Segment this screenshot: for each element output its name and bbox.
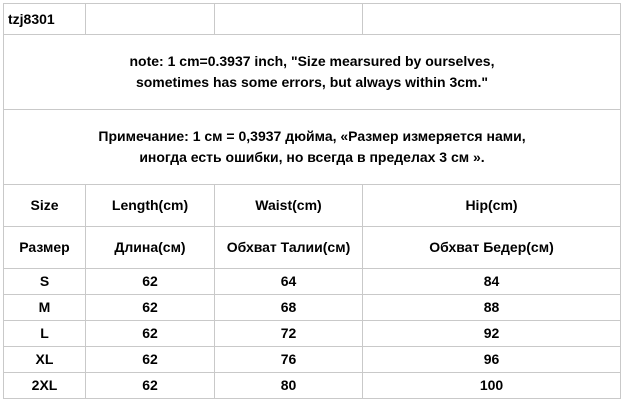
cell-size: M: [4, 295, 86, 321]
column-header-size-ru: Размер: [4, 227, 86, 269]
cell-waist: 68: [215, 295, 363, 321]
russian-note: [4, 110, 621, 185]
column-header-length-ru: Длина(см): [86, 227, 215, 269]
cell-size: L: [4, 321, 86, 347]
column-header-waist: Waist(cm): [215, 185, 363, 227]
english-note-line: sometimes has some errors, but always within 3cm.": [135, 74, 489, 90]
cell-waist: 80: [215, 373, 363, 399]
header-row-english: [4, 185, 621, 227]
cell-waist: 64: [215, 269, 363, 295]
english-note: [4, 35, 621, 110]
column-header-size: Size: [4, 185, 86, 227]
cell-hip: 100: [363, 373, 621, 399]
table-row: [4, 269, 621, 295]
cell-size: XL: [4, 347, 86, 373]
size-chart-table: [3, 3, 621, 399]
column-header-waist-ru: Обхват Талии(см): [215, 227, 363, 269]
sku-label: tzj8301: [4, 4, 86, 35]
empty-cell: [215, 4, 363, 35]
russian-note-line: иногда есть ошибки, но всегда в пределах 3 см ».: [139, 149, 485, 165]
header-row-russian: [4, 227, 621, 269]
column-header-length: Length(cm): [86, 185, 215, 227]
english-note-row: [4, 35, 621, 110]
column-header-hip: Hip(cm): [363, 185, 621, 227]
cell-size: S: [4, 269, 86, 295]
empty-cell: [86, 4, 215, 35]
cell-hip: 92: [363, 321, 621, 347]
table-row: [4, 295, 621, 321]
column-header-hip-ru: Обхват Бедер(см): [363, 227, 621, 269]
cell-hip: 96: [363, 347, 621, 373]
cell-length: 62: [86, 373, 215, 399]
cell-hip: 84: [363, 269, 621, 295]
english-note-line: note: 1 cm=0.3937 inch, "Size mearsured by ourselves,: [129, 53, 495, 69]
cell-waist: 76: [215, 347, 363, 373]
empty-cell: [363, 4, 621, 35]
cell-size: 2XL: [4, 373, 86, 399]
cell-length: 62: [86, 269, 215, 295]
sku-row: [4, 4, 621, 35]
cell-hip: 88: [363, 295, 621, 321]
russian-note-line: Примечание: 1 см = 0,3937 дюйма, «Размер измеряется нами,: [98, 128, 526, 144]
table-row: [4, 321, 621, 347]
cell-length: 62: [86, 347, 215, 373]
russian-note-row: [4, 110, 621, 185]
cell-waist: 72: [215, 321, 363, 347]
table-row: [4, 347, 621, 373]
table-row: [4, 373, 621, 399]
cell-length: 62: [86, 295, 215, 321]
cell-length: 62: [86, 321, 215, 347]
